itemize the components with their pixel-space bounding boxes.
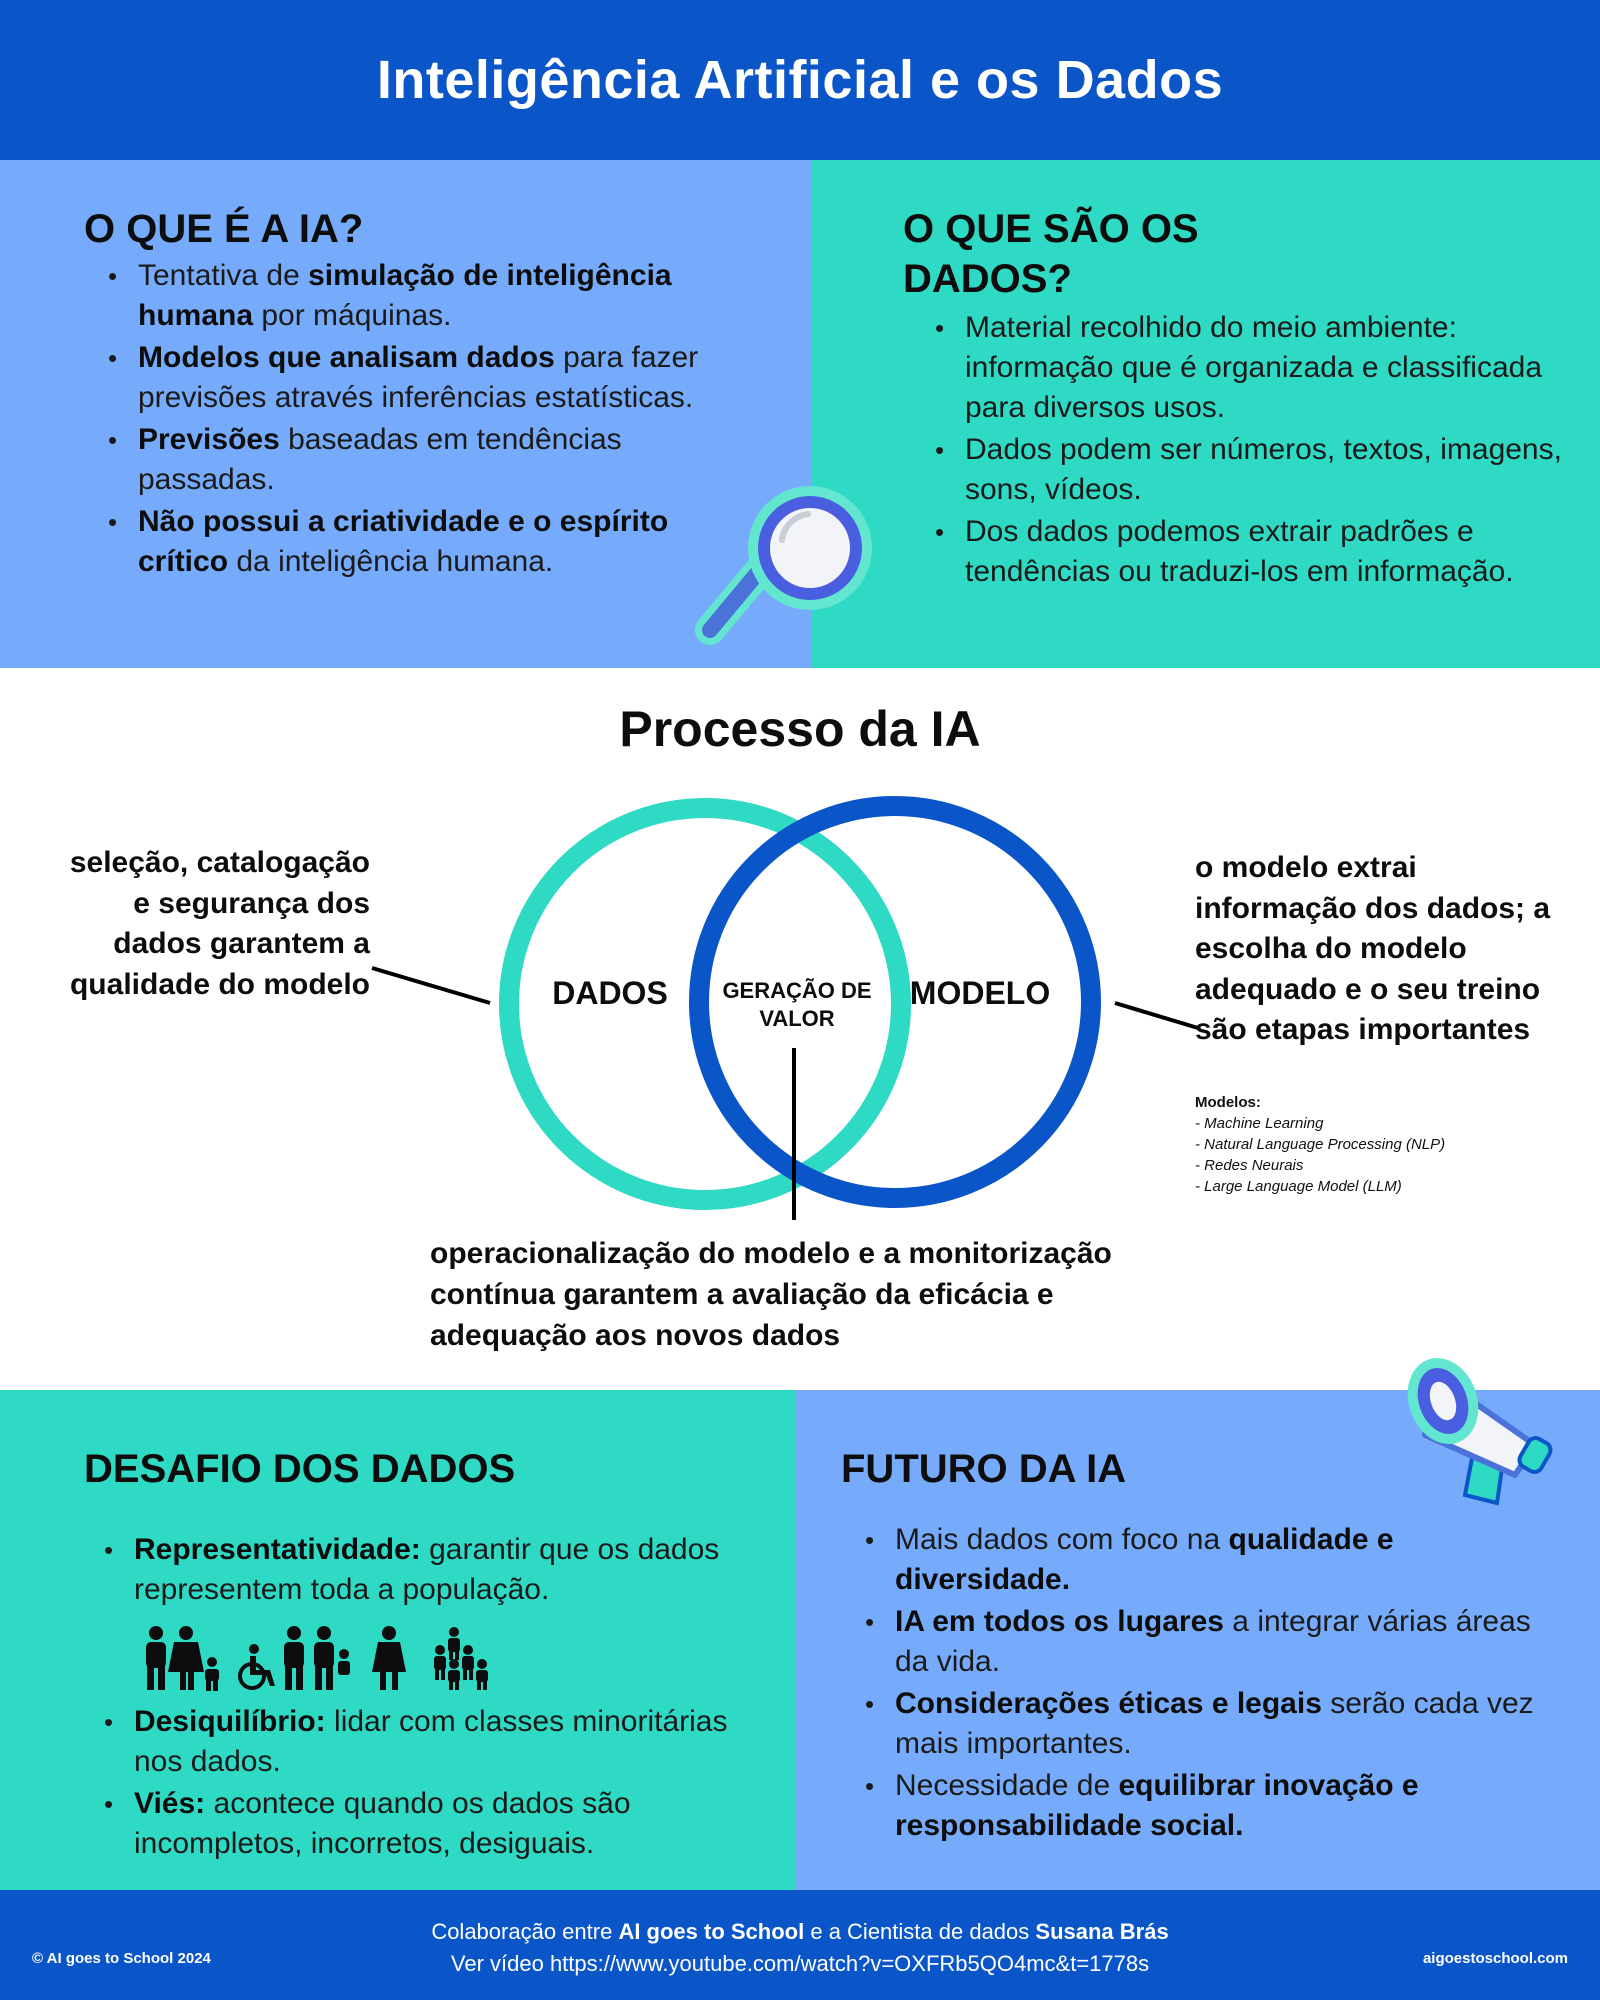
- list-item: • Desiquilíbrio: lidar com classes minoritárias nos dados.: [104, 1702, 744, 1782]
- process-title: Processo da IA: [619, 701, 981, 757]
- header: [0, 0, 1600, 160]
- connector-right: [1115, 1003, 1198, 1028]
- model-item: - Large Language Model (LLM): [1195, 1178, 1402, 1195]
- people-group-icon: [134, 1624, 744, 1694]
- desafio-panel: [0, 1390, 795, 1890]
- list-item: • Viés: acontece quando os dados são incompletos, incorretos, desiguais.: [104, 1784, 744, 1864]
- dados-title: O QUE SÃO OS DADOS?: [903, 207, 1199, 301]
- modelo-label: MODELO: [909, 975, 1051, 1011]
- ia-list: [108, 256, 728, 584]
- video-link[interactable]: Ver vídeo https://www.youtube.com/watch?v=OXFRb5QO4mc&t=1778s: [450, 1951, 1150, 1976]
- desafio-list: [104, 1530, 744, 1866]
- model-item: - Machine Learning: [1195, 1115, 1324, 1132]
- connector-left: [372, 968, 490, 1003]
- list-item: • Necessidade de equilibrar inovação e responsabilidade social.: [865, 1766, 1545, 1846]
- value-generation-label: GERAÇÃO DE VALOR: [722, 978, 872, 1031]
- model-item: - Redes Neurais: [1195, 1157, 1304, 1174]
- list-item: • Representatividade: garantir que os dados representem toda a população.: [104, 1530, 744, 1694]
- copyright: © AI goes to School 2024: [32, 1950, 211, 1967]
- list-item: • Dados podem ser números, textos, imagens, sons, vídeos.: [935, 430, 1575, 510]
- dados-label: DADOS: [552, 975, 668, 1011]
- collaboration-line: Colaboração entre AI goes to School e a Cientista de dados Susana Brás: [431, 1919, 1169, 1944]
- footer-credits: [0, 1916, 1600, 1980]
- megaphone-icon: [1395, 1335, 1555, 1515]
- models-list: [1195, 1092, 1575, 1197]
- model-item: - Natural Language Processing (NLP): [1195, 1136, 1446, 1153]
- futuro-title: FUTURO DA IA: [841, 1447, 1127, 1491]
- note-model: o modelo extrai informação dos dados; a escolha do modelo adequado e o seu treino são etapas importantes: [1195, 851, 1551, 1046]
- dados-list: [935, 308, 1575, 594]
- list-item: • Modelos que analisam dados para fazer previsões através inferências estatísticas.: [108, 338, 728, 418]
- note-operationalization: operacionalização do modelo e a monitorização contínua garantem a avaliação da eficácia e adequação aos novos dados: [430, 1237, 1112, 1352]
- dados-panel: [811, 160, 1600, 668]
- futuro-list: [865, 1520, 1545, 1848]
- page-title: Inteligência Artificial e os Dados: [376, 50, 1224, 110]
- ia-title: O QUE É A IA?: [84, 207, 364, 251]
- magnifying-glass-icon: [690, 480, 890, 650]
- list-item: • IA em todos os lugares a integrar várias áreas da vida.: [865, 1602, 1545, 1682]
- list-item: • Tentativa de simulação de inteligência humana por máquinas.: [108, 256, 728, 336]
- footer: [0, 1890, 1600, 2000]
- list-item: • Dos dados podemos extrair padrões e tendências ou traduzi-los em informação.: [935, 512, 1575, 592]
- website-link[interactable]: aigoestoschool.com: [1422, 1950, 1568, 1967]
- models-title: Modelos:: [1195, 1094, 1261, 1111]
- list-item: • Material recolhido do meio ambiente: informação que é organizada e classificada para diversos usos.: [935, 308, 1575, 428]
- list-item: • Previsões baseadas em tendências passadas.: [108, 420, 728, 500]
- list-item: • Não possui a criatividade e o espírito crítico da inteligência humana.: [108, 502, 728, 582]
- list-item: • Mais dados com foco na qualidade e diversidade.: [865, 1520, 1545, 1600]
- list-item: • Considerações éticas e legais serão cada vez mais importantes.: [865, 1684, 1545, 1764]
- desafio-title: DESAFIO DOS DADOS: [84, 1447, 516, 1491]
- note-data-quality: seleção, catalogação e segurança dos dados garantem a qualidade do modelo: [69, 846, 370, 1001]
